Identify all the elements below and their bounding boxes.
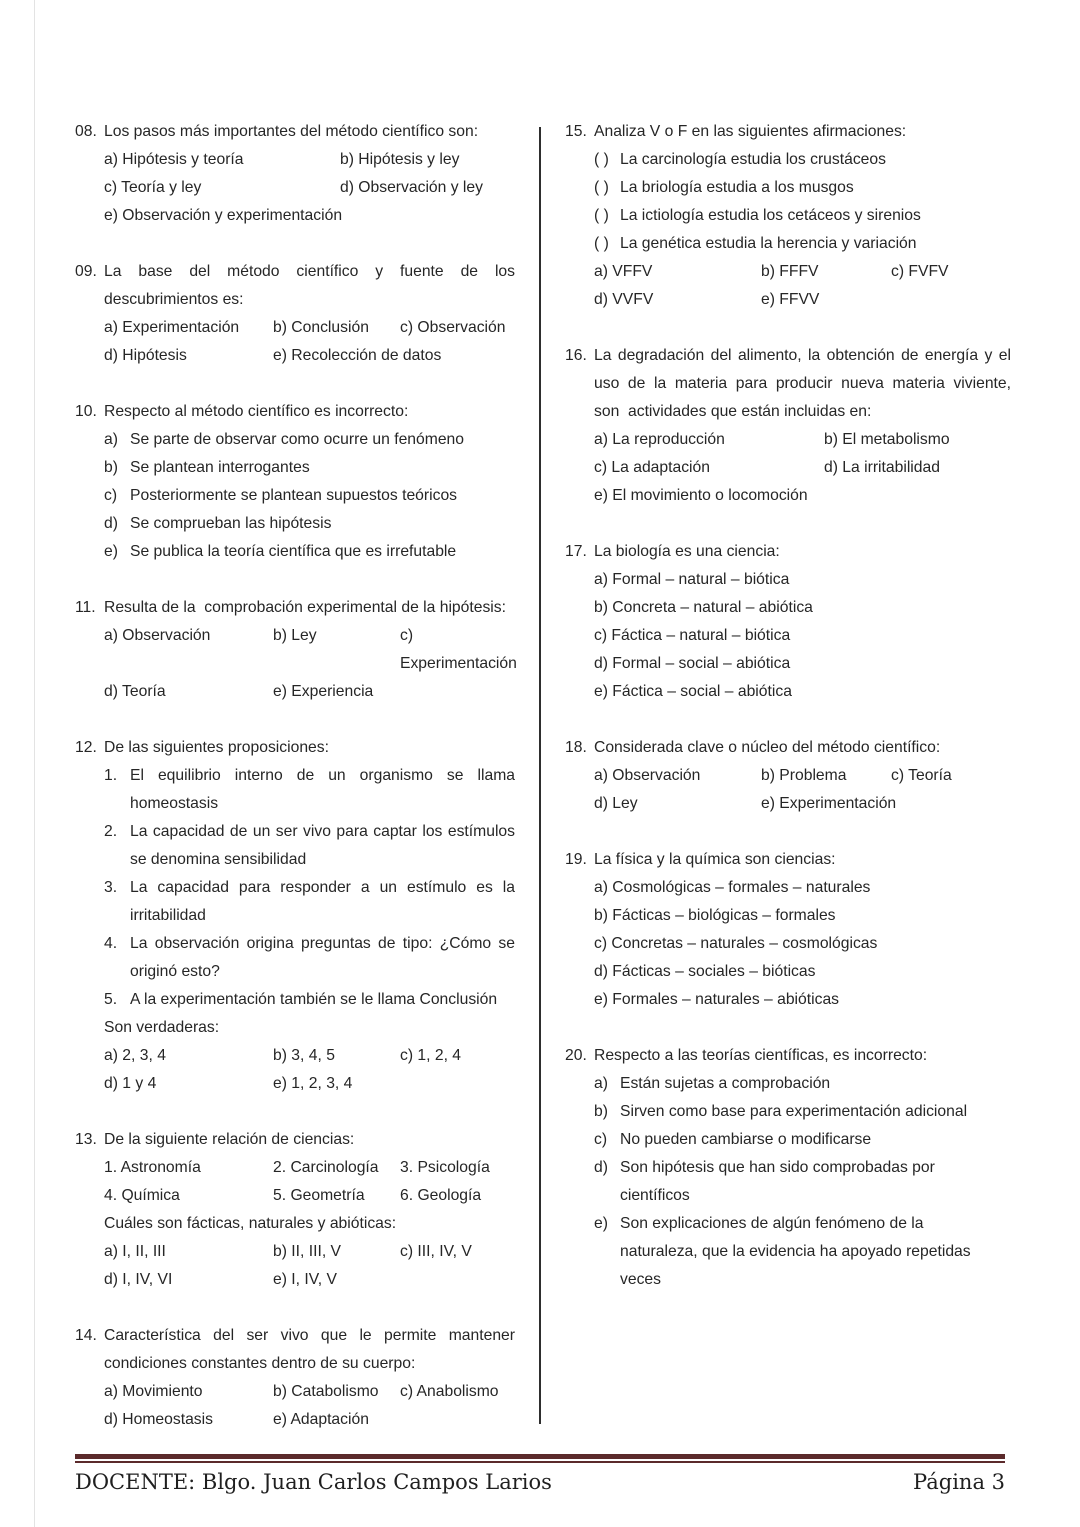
question-number: 10.	[75, 403, 97, 420]
title-line: uso de la materia para producir nueva materia viviente,	[594, 375, 1011, 392]
proposition-number: 4.	[104, 935, 118, 952]
question-title	[104, 1322, 515, 1378]
question-10	[75, 398, 515, 566]
statement-text: La briología estudia a los musgos	[620, 179, 854, 196]
question-13	[75, 1126, 515, 1294]
footer-page-number: Página 3	[913, 1470, 1005, 1494]
option: d) La irritabilidad	[824, 459, 940, 476]
question-20	[565, 1042, 1011, 1294]
option-letter: b)	[594, 1103, 608, 1120]
option: c) Concretas – naturales – cosmológicas	[594, 935, 878, 952]
option: d) 1 y 4	[104, 1075, 157, 1092]
option-text	[620, 1210, 1011, 1294]
proposition-item	[104, 874, 515, 930]
question-title: Los pasos más importantes del método científico son:	[104, 123, 479, 140]
question-head	[565, 118, 1011, 146]
options-row	[594, 258, 1011, 286]
question-head	[75, 594, 515, 622]
text-line: naturaleza, que la evidencia ha apoyado repetidas	[620, 1243, 971, 1260]
proposition-text	[130, 762, 515, 818]
statement-item	[594, 174, 1011, 202]
option-item	[104, 482, 515, 510]
option-letter: e)	[104, 543, 118, 560]
options-row	[594, 426, 1011, 454]
question-18	[565, 734, 1011, 818]
option-letter: d)	[594, 1159, 608, 1176]
option: a) I, II, III	[104, 1243, 166, 1260]
option-text	[620, 1154, 1011, 1210]
proposition-number: 2.	[104, 823, 118, 840]
proposition-text	[130, 930, 515, 986]
options-row	[104, 678, 515, 706]
question-title: Respecto a las teorías científicas, es incorrecto:	[594, 1047, 928, 1064]
statement-text: La carcinología estudia los crustáceos	[620, 151, 886, 168]
option-item	[104, 454, 515, 482]
question-head	[565, 846, 1011, 874]
options-row	[104, 174, 515, 202]
text-line: Son explicaciones de algún fenómeno de la	[620, 1215, 924, 1232]
text-line: irritabilidad	[130, 907, 206, 924]
option-text	[620, 1070, 1011, 1098]
options-row	[594, 762, 1011, 790]
option: d) Ley	[594, 795, 638, 812]
science-item: 2. Carcinología	[273, 1159, 379, 1176]
question-14	[75, 1322, 515, 1434]
title-line: son actividades que están incluidas en:	[594, 403, 872, 420]
option-item	[594, 1070, 1011, 1098]
text-line: No pueden cambiarse o modificarse	[620, 1131, 872, 1148]
title-line: Característica del ser vivo que le permite mantener	[104, 1327, 515, 1344]
option: c) Fáctica – natural – biótica	[594, 627, 791, 644]
options-row	[594, 454, 1011, 482]
option-item	[594, 1154, 1011, 1210]
option: b) Catabolismo	[273, 1383, 379, 1400]
question-number: 19.	[565, 851, 587, 868]
question-number: 12.	[75, 739, 97, 756]
science-row	[104, 1182, 515, 1210]
science-item: 6. Geología	[400, 1187, 482, 1204]
answer-parentheses: ( )	[594, 207, 609, 224]
question-09	[75, 258, 515, 370]
option: e) El movimiento o locomoción	[594, 487, 808, 504]
proposition-number: 3.	[104, 879, 118, 896]
option-letter: a)	[594, 1075, 608, 1092]
option: b) II, III, V	[273, 1243, 341, 1260]
question-number: 09.	[75, 263, 97, 280]
option: d) Fácticas – sociales – bióticas	[594, 963, 816, 980]
question-11	[75, 594, 515, 706]
option-letter: d)	[104, 515, 118, 532]
option-item	[104, 426, 515, 454]
question-head	[75, 734, 515, 762]
question-head	[565, 734, 1011, 762]
title-line: condiciones constantes dentro de su cuerpo:	[104, 1355, 416, 1372]
option: a) Observación	[594, 767, 701, 784]
question-number: 20.	[565, 1047, 587, 1064]
option: c) Observación	[400, 319, 506, 336]
option: e) Formales – naturales – abióticas	[594, 991, 840, 1008]
title-line: descubrimientos es:	[104, 291, 244, 308]
proposition-item	[104, 930, 515, 986]
option-text: Se publica la teoría científica que es irrefutable	[130, 543, 457, 560]
question-number: 18.	[565, 739, 587, 756]
question-title	[594, 342, 1011, 426]
option: d) Teoría	[104, 683, 166, 700]
question-head	[565, 342, 1011, 426]
question-title: Analiza V o F en las siguientes afirmaciones:	[594, 123, 907, 140]
question-title: De la siguiente relación de ciencias:	[104, 1131, 355, 1148]
options-row	[104, 1238, 515, 1266]
text-line: originó esto?	[130, 963, 220, 980]
option-letter: c)	[594, 1131, 608, 1148]
text-line: La observación origina preguntas de tipo: ¿Cómo se	[130, 935, 515, 952]
option: d) Observación y ley	[340, 179, 483, 196]
option: a) La reproducción	[594, 431, 725, 448]
question-title: Considerada clave o núcleo del método científico:	[594, 739, 941, 756]
science-item: 3. Psicología	[400, 1159, 490, 1176]
option: a) Experimentación	[104, 319, 240, 336]
options-row	[104, 1266, 515, 1294]
option: d) Hipótesis	[104, 347, 187, 364]
option-text: Posteriormente se plantean supuestos teóricos	[130, 487, 458, 504]
option-letter: b)	[104, 459, 118, 476]
option-text	[620, 1126, 1011, 1154]
option-item	[594, 1210, 1011, 1294]
proposition-text	[130, 818, 515, 874]
science-row	[104, 1154, 515, 1182]
proposition-item	[104, 762, 515, 818]
options-row	[594, 286, 1011, 314]
text-line: Son hipótesis que han sido comprobadas por	[620, 1159, 935, 1176]
question-08	[75, 118, 515, 230]
option: c) FVFV	[891, 263, 949, 280]
option-text: Se parte de observar como ocurre un fenómeno	[130, 431, 464, 448]
science-item: 4. Química	[104, 1187, 180, 1204]
option: d) Homeostasis	[104, 1411, 213, 1428]
option-text: Se comprueban las hipótesis	[130, 515, 332, 532]
question-title	[104, 258, 515, 314]
proposition-text	[130, 986, 515, 1014]
statement-item	[594, 202, 1011, 230]
options-row	[104, 314, 515, 342]
options-row	[594, 790, 1011, 818]
options-row	[104, 622, 515, 678]
option: b) Concreta – natural – abiótica	[594, 599, 813, 616]
question-12	[75, 734, 515, 1098]
option: c) 1, 2, 4	[400, 1047, 462, 1064]
option: e) Fáctica – social – abiótica	[594, 683, 792, 700]
options-row	[104, 1378, 515, 1406]
footer	[75, 1470, 1005, 1494]
option: e) Experimentación	[761, 795, 897, 812]
statement-item	[594, 146, 1011, 174]
scan-edge-line	[34, 0, 35, 1527]
answer-parentheses: ( )	[594, 235, 609, 252]
question-16	[565, 342, 1011, 510]
title-line: La degradación del alimento, la obtención de energía y el	[594, 347, 1011, 364]
options-row	[104, 146, 515, 174]
question-head	[75, 1126, 515, 1154]
option: b) Fácticas – biológicas – formales	[594, 907, 836, 924]
option: c) Experimentación	[400, 627, 517, 672]
footer-rule	[75, 1454, 1005, 1463]
right-column	[565, 118, 1011, 1294]
closing-line: Son verdaderas:	[104, 1019, 220, 1036]
option-item	[104, 510, 515, 538]
text-line: se denomina sensibilidad	[130, 851, 307, 868]
option: a) Cosmológicas – formales – naturales	[594, 879, 871, 896]
option: e) Experiencia	[273, 683, 374, 700]
option: c) Anabolismo	[400, 1383, 499, 1400]
statement-text: La ictiología estudia los cetáceos y sirenios	[620, 207, 921, 224]
option: e) 1, 2, 3, 4	[273, 1075, 353, 1092]
proposition-text	[130, 874, 515, 930]
option: e) I, IV, V	[273, 1271, 337, 1288]
question-title: Resulta de la comprobación experimental de la hipótesis:	[104, 599, 506, 616]
question-head	[75, 118, 515, 146]
text-line: El equilibrio interno de un organismo se llama	[130, 767, 515, 784]
option-item	[594, 1126, 1011, 1154]
option: c) Teoría y ley	[104, 179, 202, 196]
option-letter: e)	[594, 1215, 608, 1232]
text-line: Están sujetas a comprobación	[620, 1075, 831, 1092]
question-19	[565, 846, 1011, 1014]
proposition-item	[104, 986, 515, 1014]
question-prompt: Cuáles son fácticas, naturales y abióticas:	[104, 1215, 397, 1232]
option: d) VVFV	[594, 291, 654, 308]
option: c) La adaptación	[594, 459, 710, 476]
option: c) III, IV, V	[400, 1243, 472, 1260]
option: e) FFVV	[761, 291, 820, 308]
question-number: 08.	[75, 123, 97, 140]
option: e) Observación y experimentación	[104, 207, 343, 224]
question-number: 14.	[75, 1327, 97, 1344]
text-line: Sirven como base para experimentación adicional	[620, 1103, 968, 1120]
proposition-item	[104, 818, 515, 874]
statement-item	[594, 230, 1011, 258]
question-head	[75, 258, 515, 314]
option-letter: a)	[104, 431, 118, 448]
option: a) Hipótesis y teoría	[104, 151, 244, 168]
question-head	[75, 398, 515, 426]
option: a) Formal – natural – biótica	[594, 571, 790, 588]
option-text: Se plantean interrogantes	[130, 459, 310, 476]
text-line: A la experimentación también se le llama Conclusión	[130, 991, 498, 1008]
statement-text: La genética estudia la herencia y variación	[620, 235, 917, 252]
question-15	[565, 118, 1011, 314]
options-row	[104, 342, 515, 370]
answer-parentheses: ( )	[594, 179, 609, 196]
question-title: La física y la química son ciencias:	[594, 851, 836, 868]
option: b) Hipótesis y ley	[340, 151, 460, 168]
option: c) Teoría	[891, 767, 952, 784]
column-divider	[539, 127, 541, 1424]
question-number: 13.	[75, 1131, 97, 1148]
question-title: De las siguientes proposiciones:	[104, 739, 329, 756]
question-number: 16.	[565, 347, 587, 364]
options-row	[104, 1070, 515, 1098]
proposition-number: 1.	[104, 767, 118, 784]
option: a) VFFV	[594, 263, 653, 280]
text-line: homeostasis	[130, 795, 219, 812]
options-row	[104, 1042, 515, 1070]
option-text	[620, 1098, 1011, 1126]
footer-teacher: DOCENTE: Blgo. Juan Carlos Campos Larios	[75, 1470, 552, 1494]
option: b) Conclusión	[273, 319, 369, 336]
question-17	[565, 538, 1011, 706]
science-item: 5. Geometría	[273, 1187, 365, 1204]
option: b) Ley	[273, 627, 317, 644]
proposition-number: 5.	[104, 991, 118, 1008]
question-head	[565, 538, 1011, 566]
option: b) 3, 4, 5	[273, 1047, 335, 1064]
option: e) Recolección de datos	[273, 347, 442, 364]
option: e) Adaptación	[273, 1411, 369, 1428]
answer-parentheses: ( )	[594, 151, 609, 168]
question-number: 17.	[565, 543, 587, 560]
option: a) 2, 3, 4	[104, 1047, 166, 1064]
question-title: Respecto al método científico es incorrecto:	[104, 403, 409, 420]
option: a) Observación	[104, 627, 211, 644]
option: d) Formal – social – abiótica	[594, 655, 791, 672]
left-column	[75, 118, 515, 1434]
option-item	[104, 538, 515, 566]
option-item	[594, 1098, 1011, 1126]
option: b) El metabolismo	[824, 431, 950, 448]
footer-rule-thin	[75, 1461, 1005, 1463]
option: d) I, IV, VI	[104, 1271, 173, 1288]
question-title: La biología es una ciencia:	[594, 543, 780, 560]
text-line: La capacidad para responder a un estímulo es la	[130, 879, 515, 896]
option-letter: c)	[104, 487, 118, 504]
text-line: científicos	[620, 1187, 690, 1204]
title-line: La base del método científico y fuente de los	[104, 263, 515, 280]
question-head	[565, 1042, 1011, 1070]
option: b) FFFV	[761, 263, 819, 280]
question-number: 11.	[75, 599, 96, 616]
option: a) Movimiento	[104, 1383, 203, 1400]
science-item: 1. Astronomía	[104, 1159, 201, 1176]
question-number: 15.	[565, 123, 587, 140]
text-line: La capacidad de un ser vivo para captar los estímulos	[130, 823, 515, 840]
option: b) Problema	[761, 767, 847, 784]
options-row	[104, 1406, 515, 1434]
question-head	[75, 1322, 515, 1378]
text-line: veces	[620, 1271, 661, 1288]
